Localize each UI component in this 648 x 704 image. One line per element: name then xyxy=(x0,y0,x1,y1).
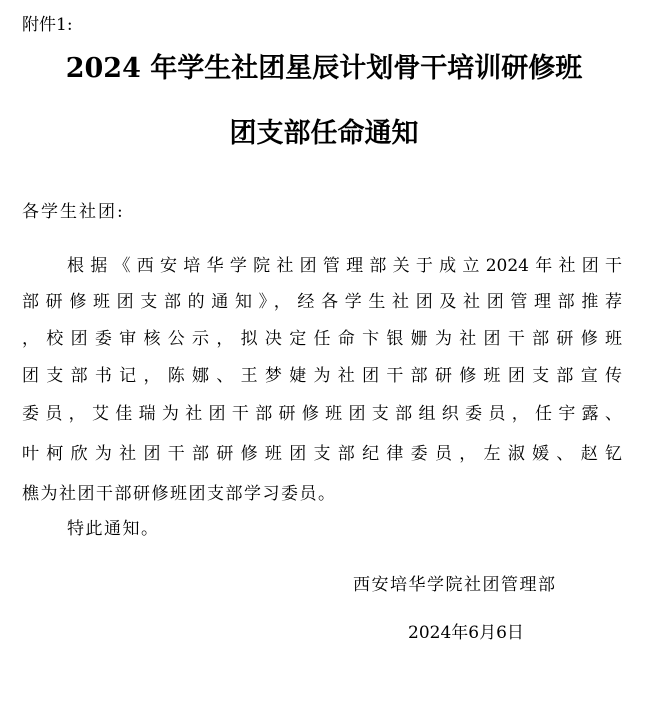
body-line: 部研修班团支部的通知》，经各学生社团及社团管理部推荐 xyxy=(22,292,622,312)
salutation: 各学生社团: xyxy=(22,202,125,222)
body-line: ，校团委审核公示，拟决定任命卞银姗为社团干部研修班 xyxy=(22,329,622,349)
document-title-line-2: 团支部任命通知 xyxy=(229,118,419,149)
body-line: 根据《西安培华学院社团管理部关于成立2024年社团干 xyxy=(67,256,622,276)
signature-date: 2024年6月6日 xyxy=(408,623,524,643)
body-line: 委员，艾佳瑞为社团干部研修班团支部组织委员，任宇露、 xyxy=(22,404,622,424)
signature-organization: 西安培华学院社团管理部 xyxy=(353,575,557,595)
closing-line: 特此通知。 xyxy=(67,519,160,539)
body-line: 团支部书记，陈娜、王梦婕为社团干部研修班团支部宣传 xyxy=(22,366,622,386)
body-line: 叶柯欣为社团干部研修班团支部纪律委员，左淑媛、赵钇 xyxy=(22,444,622,464)
document-title-line-1: 2024 年学生社团星辰计划骨干培训研修班 xyxy=(65,53,583,84)
body-line: 樵为社团干部研修班团支部学习委员。 xyxy=(22,484,337,504)
attachment-label: 附件1: xyxy=(22,15,73,35)
